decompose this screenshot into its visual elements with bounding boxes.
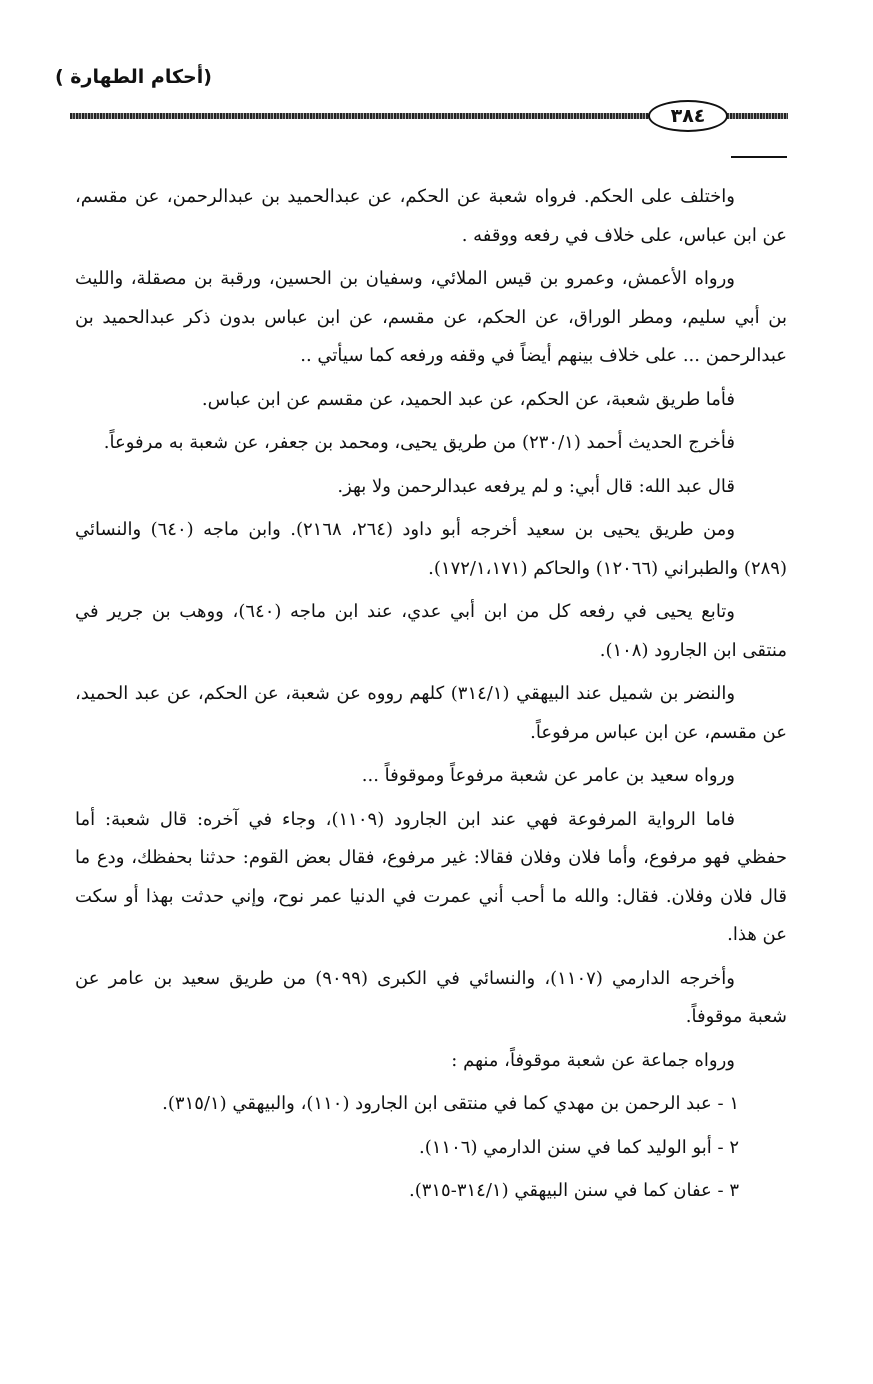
list-item: ٢ - أبو الوليد كما في سنن الدارمي (١١٠٦). bbox=[419, 1136, 739, 1158]
list-item: ١ - عبد الرحمن بن مهدي كما في منتقى ابن الجارود (١١٠)، والبيهقي (٣١٥/١). bbox=[162, 1093, 739, 1114]
paragraph: ورواه جماعة عن شعبة موقوفاً، منهم : bbox=[451, 1049, 735, 1071]
paragraph: وأخرجه الدارمي (١١٠٧)، والنسائي في الكبرى (٩٠٩٩) من طريق سعيد بن عامر عن شعبة موقوفاً. bbox=[75, 967, 787, 1027]
paragraph: ورواه سعيد بن عامر عن شعبة مرفوعاً وموقوفاً ... bbox=[361, 765, 735, 786]
paragraph: فأما طريق شعبة، عن الحكم، عن عبد الحميد، عن مقسم عن ابن عباس. bbox=[201, 388, 735, 410]
paragraph: وتابع يحيى في رفعه كل من ابن أبي عدي، عند ابن ماجه (٦٤٠)، ووهب بن جرير في منتقى ابن الجارود (١٠٨). bbox=[75, 601, 787, 661]
list-item: ٣ - عفان كما في سنن البيهقي (٣١٤/١-٣١٥). bbox=[408, 1180, 739, 1201]
paragraph: فاما الرواية المرفوعة فهي عند ابن الجارود (١١٠٩)، وجاء في آخره: قال شعبة: أما حفظي فهو مرفوع، وأما فلان وفلان فقالا: غير مرفوع، فقال بعض القوم: حدثنا بحفظك، ودع ما قال فلان وفلان. فقال: والله ما أحب أني عمرت في الدنيا عمر نوح، وإني حدثت بهذا أو سكت عن هذا. bbox=[75, 808, 787, 945]
paragraph: ومن طريق يحيى بن سعيد أخرجه أبو داود (٢٦٤، ٢١٦٨). وابن ماجه (٦٤٠) والنسائي (٢٨٩) والطبراني (١٢٠٦٦) والحاكم (١٧٢/١،١٧١). bbox=[75, 519, 787, 579]
page-number-badge: ٣٨٤ bbox=[648, 100, 728, 132]
body-text bbox=[75, 178, 787, 1216]
paragraph: واختلف على الحكم. فرواه شعبة عن الحكم، عن عبدالحميد بن عبدالرحمن، عن مقسم، عن ابن عباس، على خلاف في رفعه ووقفه . bbox=[75, 186, 787, 246]
paragraph: والنضر بن شميل عند البيهقي (٣١٤/١) كلهم رووه عن شعبة، عن الحكم، عن عبد الحميد، عن مقسم، عن ابن عباس مرفوعاً. bbox=[75, 683, 787, 743]
paragraph: قال عبد الله: قال أبي: و لم يرفعه عبدالرحمن ولا بهز. bbox=[337, 475, 735, 497]
paragraph: ورواه الأعمش، وعمرو بن قيس الملائي، وسفيان بن الحسين، ورقبة بن مصقلة، والليث بن أبي سليم، ومطر الوراق، عن الحكم، عن مقسم، عن ابن عباس بدون ذكر عبدالحميد بن عبدالرحمن ... على خلاف بينهم أيضاً في وقفه ورفعه كما سيأتي .. bbox=[75, 268, 787, 366]
running-header-title: (أحكام الطهارة ) bbox=[55, 66, 212, 88]
section-rule bbox=[731, 156, 787, 158]
paragraph: فأخرج الحديث أحمد (٢٣٠/١) من طريق يحيى، ومحمد بن جعفر، عن شعبة به مرفوعاً. bbox=[103, 432, 735, 453]
